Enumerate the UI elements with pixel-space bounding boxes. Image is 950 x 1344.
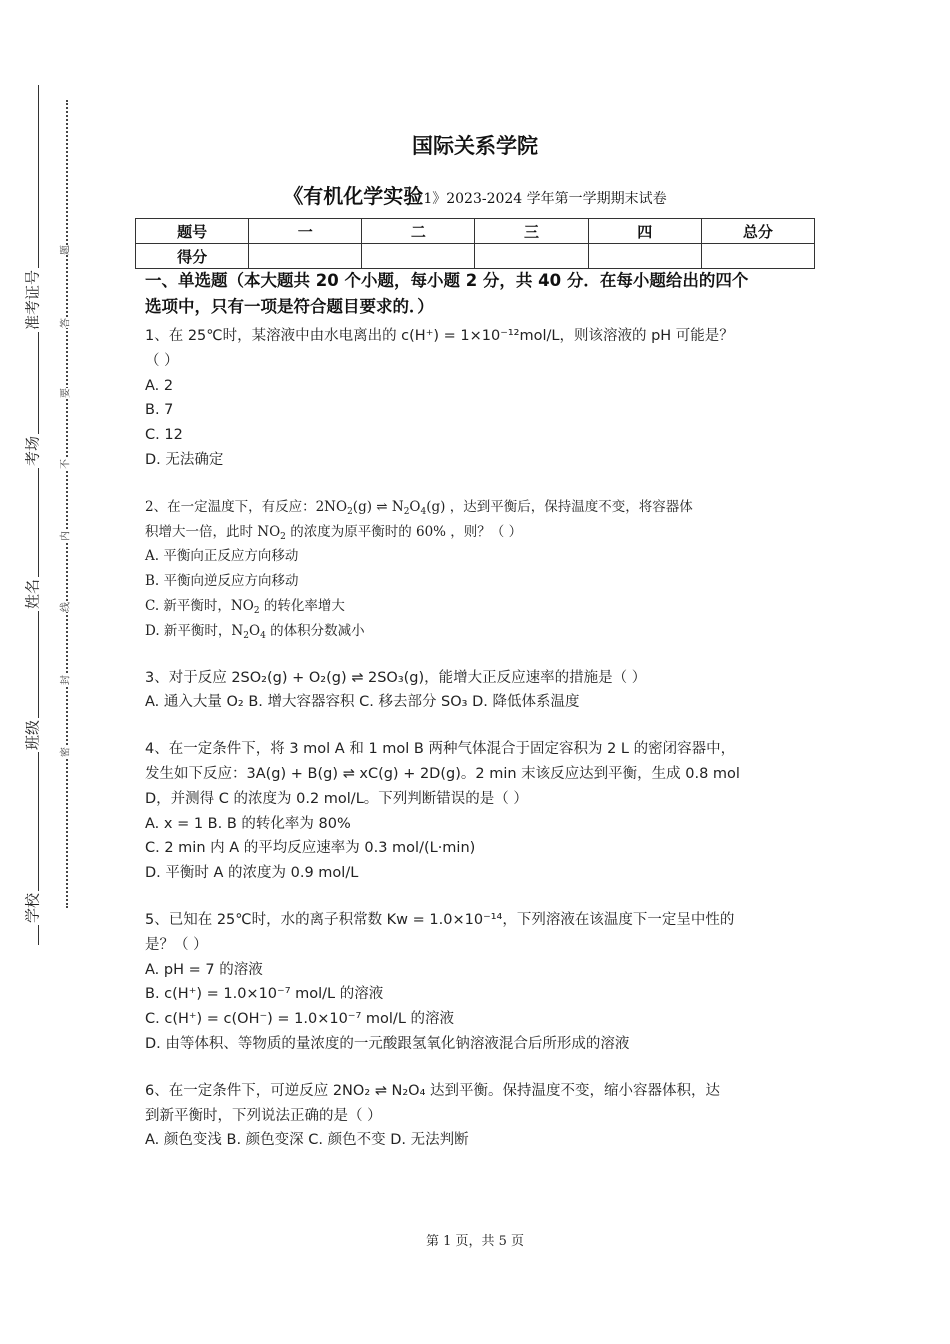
subscript: 2	[347, 506, 353, 517]
answer-option: A. x = 1 B. B 的转化率为 80%	[145, 815, 351, 832]
answer-option: A. 平衡向正反应方向移动	[145, 548, 299, 565]
subscript: 2	[280, 531, 286, 542]
answer-option: B. 7	[145, 402, 174, 419]
score-header-cell: 三	[475, 219, 588, 244]
answer-option: B. c(H⁺) = 1.0×10⁻⁷ mol/L 的溶液	[145, 986, 384, 1003]
question-stem: 6、在一定条件下，可逆反应 2NO₂ ⇌ N₂O₄ 达到平衡。保持温度不变，缩小容器体积，达	[145, 1082, 720, 1099]
text-run: (g) ⇌ N	[352, 498, 404, 515]
question-stem	[145, 520, 811, 545]
subscript: 4	[260, 630, 266, 641]
text-run: 积增大一倍，此时 NO	[145, 523, 281, 540]
answer-option: A. 2	[145, 377, 174, 394]
binding-label-school: 学校	[23, 892, 42, 924]
question-4	[145, 737, 811, 886]
seal-dotted-line	[66, 100, 68, 908]
section-heading-line: 一、单选题（本大题共 20 个小题，每小题 2 分，共 40 分．在每小题给出的四个	[145, 271, 749, 290]
score-header-cell: 四	[588, 219, 701, 244]
score-header-cell: 一	[249, 219, 362, 244]
answer-option: A. 颜色变浅 B. 颜色变深 C. 颜色不变 D. 无法判断	[145, 1132, 469, 1149]
question-stem: （ ）	[145, 352, 179, 369]
question-stem: 是？（ ）	[145, 936, 208, 953]
binding-label-class: 班级	[23, 719, 42, 751]
question-stem: D，并测得 C 的浓度为 0.2 mol/L。下列判断错误的是（ ）	[145, 790, 528, 807]
answer-option: C. 12	[145, 427, 183, 444]
question-stem: 4、在一定条件下，将 3 mol A 和 1 mol B 两种气体混合于固定容积为 2 L 的密闭容器中，	[145, 741, 736, 758]
exam-title-term: 1》2023-2024 学年第一学期期末试卷	[423, 191, 667, 207]
text-run: D. 新平衡时，N	[145, 622, 244, 639]
score-row-label: 得分	[136, 244, 249, 269]
question-6	[145, 1079, 811, 1153]
seal-char: 密	[60, 747, 72, 757]
seal-char: 答	[60, 318, 72, 328]
school-name: 国际关系学院	[412, 134, 538, 158]
score-cell	[588, 244, 701, 269]
binding-solid-line	[38, 85, 39, 945]
answer-option: A. 通入大量 O₂ B. 增大容器容积 C. 移去部分 SO₃ D. 降低体系温度	[145, 694, 580, 711]
answer-option: B. 平衡向逆反应方向移动	[145, 573, 299, 590]
subscript: 2	[243, 630, 249, 641]
seal-char: 线	[60, 602, 72, 612]
answer-option: D. 无法确定	[145, 451, 224, 468]
seal-char: 封	[60, 675, 72, 685]
exam-title	[0, 180, 950, 209]
question-stem: 3、对于反应 2SO₂(g) + O₂(g) ⇌ 2SO₃(g)，能增大正反应速率的措施是（ ）	[145, 669, 647, 686]
exam-content	[145, 268, 811, 1175]
answer-option: A. pH = 7 的溶液	[145, 961, 263, 978]
score-table	[135, 218, 815, 269]
seal-char: 题	[60, 245, 72, 255]
score-cell	[475, 244, 588, 269]
subscript: 2	[253, 605, 260, 616]
score-cell	[249, 244, 362, 269]
question-stem: 5、已知在 25℃时，水的离子积常数 Kw = 1.0×10⁻¹⁴，下列溶液在该温度下一定呈中性的	[145, 911, 735, 928]
text-run: O	[409, 498, 421, 515]
question-stem: 发生如下反应：3A(g) + B(g) ⇌ xC(g) + 2D(g)。2 min 末该反应达到平衡，生成 0.8 mol	[145, 765, 740, 782]
text-run: 的浓度为原平衡时的 60% ，则？（ ）	[285, 523, 523, 540]
subscript: 4	[420, 506, 427, 517]
question-1	[145, 324, 811, 473]
question-5	[145, 908, 811, 1057]
exam-title-course: 《有机化学实验	[283, 184, 424, 208]
page-number: 第 1 页，共 5 页	[425, 1234, 525, 1249]
question-stem	[145, 495, 811, 520]
text-run: O	[248, 622, 261, 639]
answer-option: D. 平衡时 A 的浓度为 0.9 mol/L	[145, 865, 359, 882]
section-heading-line: 选项中，只有一项是符合题目要求的．）	[145, 297, 434, 316]
score-cell	[362, 244, 475, 269]
binding-label-exam-room: 考场	[23, 435, 42, 467]
score-header-cell: 题号	[136, 219, 249, 244]
question-stem: 1、在 25℃时，某溶液中由水电离出的 c(H⁺) = 1×10⁻¹²mol/L，则该溶液的 pH 可能是？	[145, 328, 734, 344]
score-header-cell: 二	[362, 219, 475, 244]
text-run: 的转化率增大	[259, 597, 345, 614]
seal-char: 内	[60, 531, 72, 541]
seal-char: 要	[60, 388, 72, 398]
text-run: 2、在一定温度下，有反应：2NO	[145, 498, 348, 515]
section-heading	[145, 268, 811, 320]
seal-char: 不	[60, 459, 72, 469]
score-table-score-row	[136, 244, 815, 269]
binding-label-name: 姓名	[23, 578, 42, 610]
score-cell	[701, 244, 814, 269]
answer-option: C. 2 min 内 A 的平均反应速率为 0.3 mol/(L·min)	[145, 840, 476, 857]
binding-label-exam-number: 准考证号	[23, 269, 42, 331]
score-header-cell: 总分	[701, 219, 814, 244]
answer-option	[145, 594, 811, 619]
answer-option: D. 由等体积、等物质的量浓度的一元酸跟氢氧化钠溶液混合后所形成的溶液	[145, 1035, 630, 1052]
answer-option: C. c(H⁺) = c(OH⁻) = 1.0×10⁻⁷ mol/L 的溶液	[145, 1011, 455, 1028]
question-3	[145, 666, 811, 716]
answer-option	[145, 619, 811, 644]
question-2	[145, 495, 811, 644]
score-table-header-row	[136, 219, 815, 244]
question-stem: 到新平衡时，下列说法正确的是（ ）	[145, 1107, 382, 1124]
text-run: (g) ，达到平衡后，保持温度不变，将容器体	[426, 498, 693, 515]
text-run: C. 新平衡时，NO	[145, 597, 254, 614]
text-run: 的体积分数减小	[265, 622, 365, 639]
subscript: 2	[403, 506, 410, 517]
